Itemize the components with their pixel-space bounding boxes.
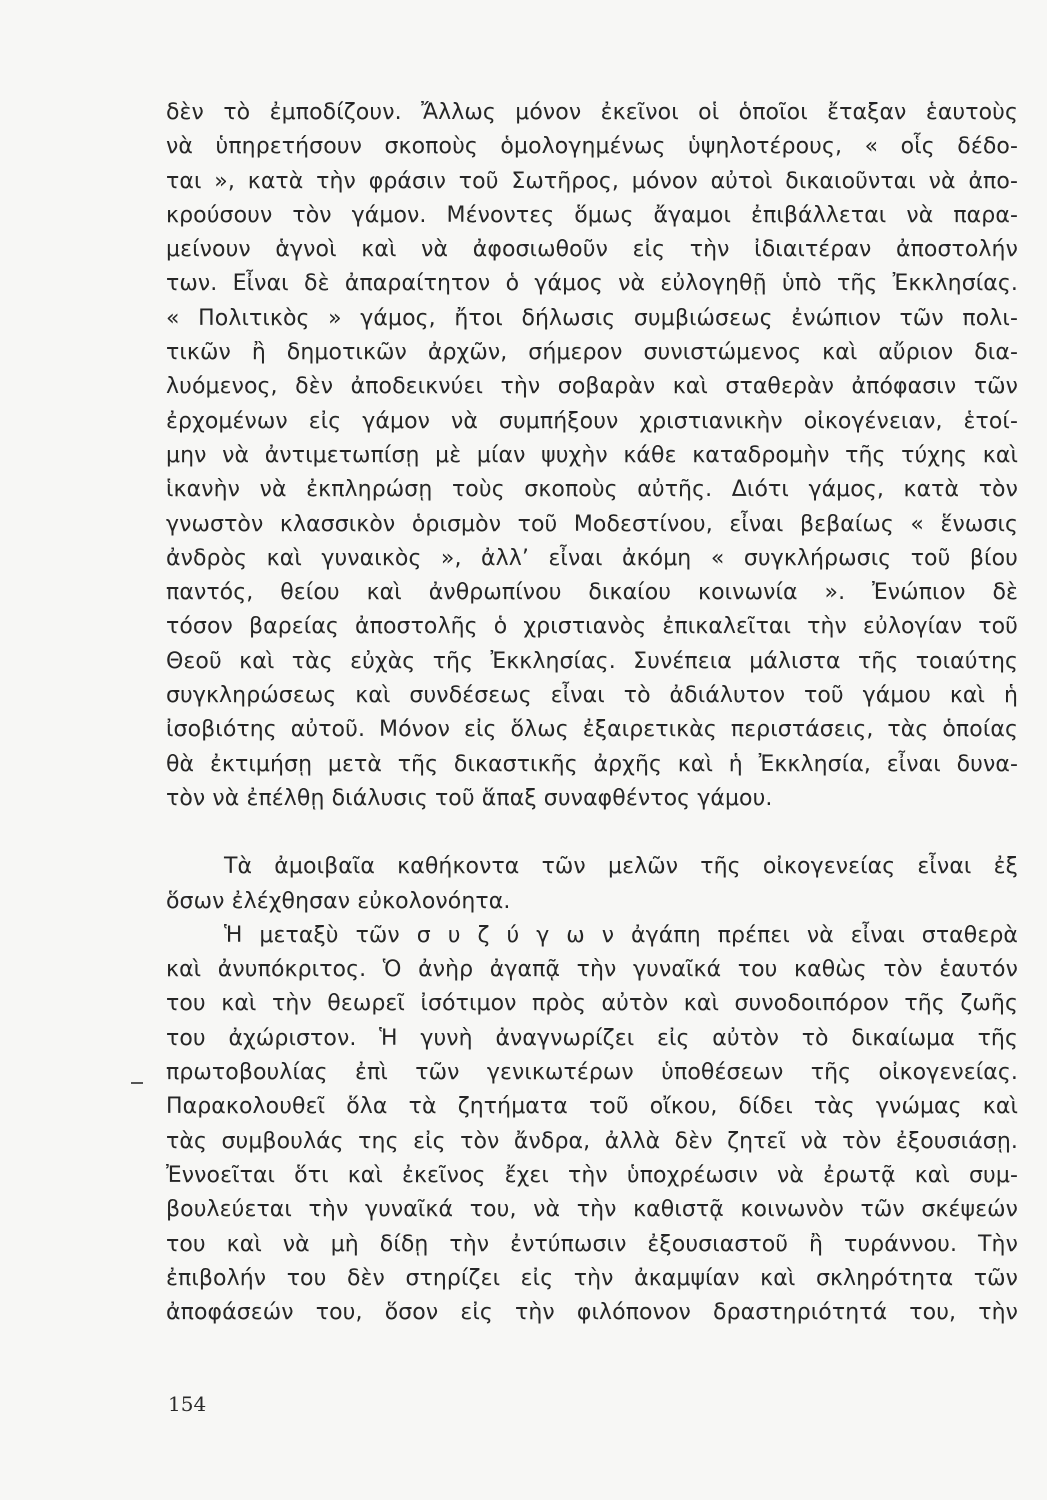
text-line: τὸν νὰ ἐπέλθῃ διάλυσις τοῦ ἅπαξ συναφθέντος γάμου. [166, 785, 773, 811]
text-line: Παρακολουθεῖ ὅλα τὰ ζητήματα τοῦ οἴκου, δίδει τὰς γνώμας καὶ [166, 1094, 1018, 1120]
text-line: Ἐννοεῖται ὅτι καὶ ἐκεῖνος ἔχει τὴν ὑποχρέωσιν νὰ ἐρωτᾷ καὶ συμ- [166, 1162, 1018, 1188]
paragraph-gap [166, 816, 1018, 850]
text-line: ἱκανὴν νὰ ἐκπληρώσῃ τοὺς σκοποὺς αὐτῆς. Διότι γάμος, κατὰ τὸν [166, 477, 1018, 503]
text-line: των. Εἶναι δὲ ἀπαραίτητον ὁ γάμος νὰ εὐλογηθῇ ὑπὸ τῆς Ἐκκλησίας. [166, 271, 1018, 297]
text-line: ἐπιβολήν του δὲν στηρίζει εἰς τὴν ἀκαμψίαν καὶ σκληρότητα τῶν [166, 1265, 1018, 1291]
text-line: τόσον βαρείας ἀποστολῆς ὁ χριστιανὸς ἐπικαλεῖται τὴν εὐλογίαν τοῦ [166, 614, 1018, 640]
page-number: 154 [168, 1392, 207, 1416]
text-line: θὰ ἐκτιμήσῃ μετὰ τῆς δικαστικῆς ἀρχῆς καὶ ἡ Ἐκκλησία, εἶναι δυνα- [166, 751, 1018, 777]
paragraph-marriage-blessing [166, 96, 1018, 816]
text-line: παντός, θείου καὶ ἀνθρωπίνου δικαίου κοινωνία ». Ἐνώπιον δὲ [166, 580, 1018, 606]
text-line: λυόμενος, δὲν ἀποδεικνύει τὴν σοβαρὰν καὶ σταθερὰν ἀπόφασιν τῶν [166, 374, 1018, 400]
text-line: Θεοῦ καὶ τὰς εὐχὰς τῆς Ἐκκλησίας. Συνέπεια μάλιστα τῆς τοιαύτης [166, 648, 1018, 674]
text-line: τικῶν ἢ δημοτικῶν ἀρχῶν, σήμερον συνιστώμενος καὶ αὔριον δια- [166, 340, 1018, 366]
text-line: δὲν τὸ ἐμποδίζουν. Ἄλλως μόνον ἐκεῖνοι οἱ ὁποῖοι ἔταξαν ἑαυτοὺς [166, 100, 1018, 125]
text-line: νὰ ὑπηρετήσουν σκοποὺς ὁμολογημένως ὑψηλοτέρους, « οἷς δέδο- [166, 134, 1018, 160]
text-line: Ἡ μεταξὺ τῶν σ υ ζ ύ γ ω ν ἀγάπη πρέπει νὰ εἶναι σταθερὰ [224, 922, 1018, 948]
body-text [166, 96, 1018, 1330]
text-line: γνωστὸν κλασσικὸν ὁρισμὸν τοῦ Μοδεστίνου, εἶναι βεβαίως « ἕνωσις [166, 511, 1018, 537]
text-line: Τὰ ἀμοιβαῖα καθήκοντα τῶν μελῶν τῆς οἰκογενείας εἶναι ἐξ [224, 854, 1018, 880]
text-line: τὰς συμβουλάς της εἰς τὸν ἄνδρα, ἀλλὰ δὲν ζητεῖ νὰ τὸν ἐξουσιάσῃ. [166, 1128, 1018, 1154]
text-line: ται », κατὰ τὴν φράσιν τοῦ Σωτῆρος, μόνον αὐτοὶ δικαιοῦνται νὰ ἀπο- [166, 168, 1018, 194]
text-line: βουλεύεται τὴν γυναῖκά του, νὰ τὴν καθιστᾷ κοινωνὸν τῶν σκέψεών [166, 1197, 1018, 1223]
text-line: μείνουν ἁγνοὶ καὶ νὰ ἀφοσιωθοῦν εἰς τὴν ἰδιαιτέραν ἀποστολήν [166, 237, 1018, 263]
text-line: « Πολιτικὸς » γάμος, ἤτοι δήλωσις συμβιώσεως ἐνώπιον τῶν πολι- [166, 305, 1018, 331]
text-line: καὶ ἀνυπόκριτος. Ὁ ἀνὴρ ἀγαπᾷ τὴν γυναῖκά του καθὼς τὸν ἑαυτόν [166, 957, 1018, 983]
text-line: του ἀχώριστον. Ἡ γυνὴ ἀναγνωρίζει εἰς αὐτὸν τὸ δικαίωμα τῆς [166, 1025, 1018, 1051]
text-line: ἀνδρὸς καὶ γυναικὸς », ἀλλ’ εἶναι ἀκόμη « συγκλήρωσις τοῦ βίου [166, 545, 1018, 571]
text-line: συγκληρώσεως καὶ συνδέσεως εἶναι τὸ ἀδιάλυτον τοῦ γάμου καὶ ἡ [166, 683, 1018, 709]
text-line: μην νὰ ἀντιμετωπίσῃ μὲ μίαν ψυχὴν κάθε καταδρομὴν τῆς τύχης καὶ [166, 442, 1018, 468]
text-line: ἀποφάσεών του, ὅσον εἰς τὴν φιλόπονον δραστηριότητά του, τὴν [166, 1300, 1018, 1326]
text-line: ἐρχομένων εἰς γάμον νὰ συμπήξουν χριστιανικὴν οἰκογένειαν, ἑτοί- [166, 408, 1018, 434]
paragraph-mutual-duties [166, 850, 1018, 919]
paragraph-spouses [166, 919, 1018, 1331]
text-line: του καὶ νὰ μὴ δίδῃ τὴν ἐντύπωσιν ἐξουσιαστοῦ ἢ τυράννου. Τὴν [166, 1231, 1018, 1257]
text-line: ὅσων ἐλέχθησαν εὐκολονόητα. [166, 888, 511, 914]
text-line: πρωτοβουλίας ἐπὶ τῶν γενικωτέρων ὑποθέσεων τῆς οἰκογενείας. [166, 1060, 1018, 1086]
text-line: του καὶ τὴν θεωρεῖ ἰσότιμον πρὸς αὐτὸν καὶ συνοδοιπόρον τῆς ζωῆς [166, 991, 1018, 1017]
text-line: ἰσοβιότης αὐτοῦ. Μόνον εἰς ὅλως ἐξαιρετικὰς περιστάσεις, τὰς ὁποίας [166, 717, 1018, 743]
text-line: κρούσουν τὸν γάμον. Μένοντες ὅμως ἄγαμοι ἐπιβάλλεται νὰ παρα- [166, 202, 1018, 228]
margin-dash-mark [131, 1082, 143, 1084]
